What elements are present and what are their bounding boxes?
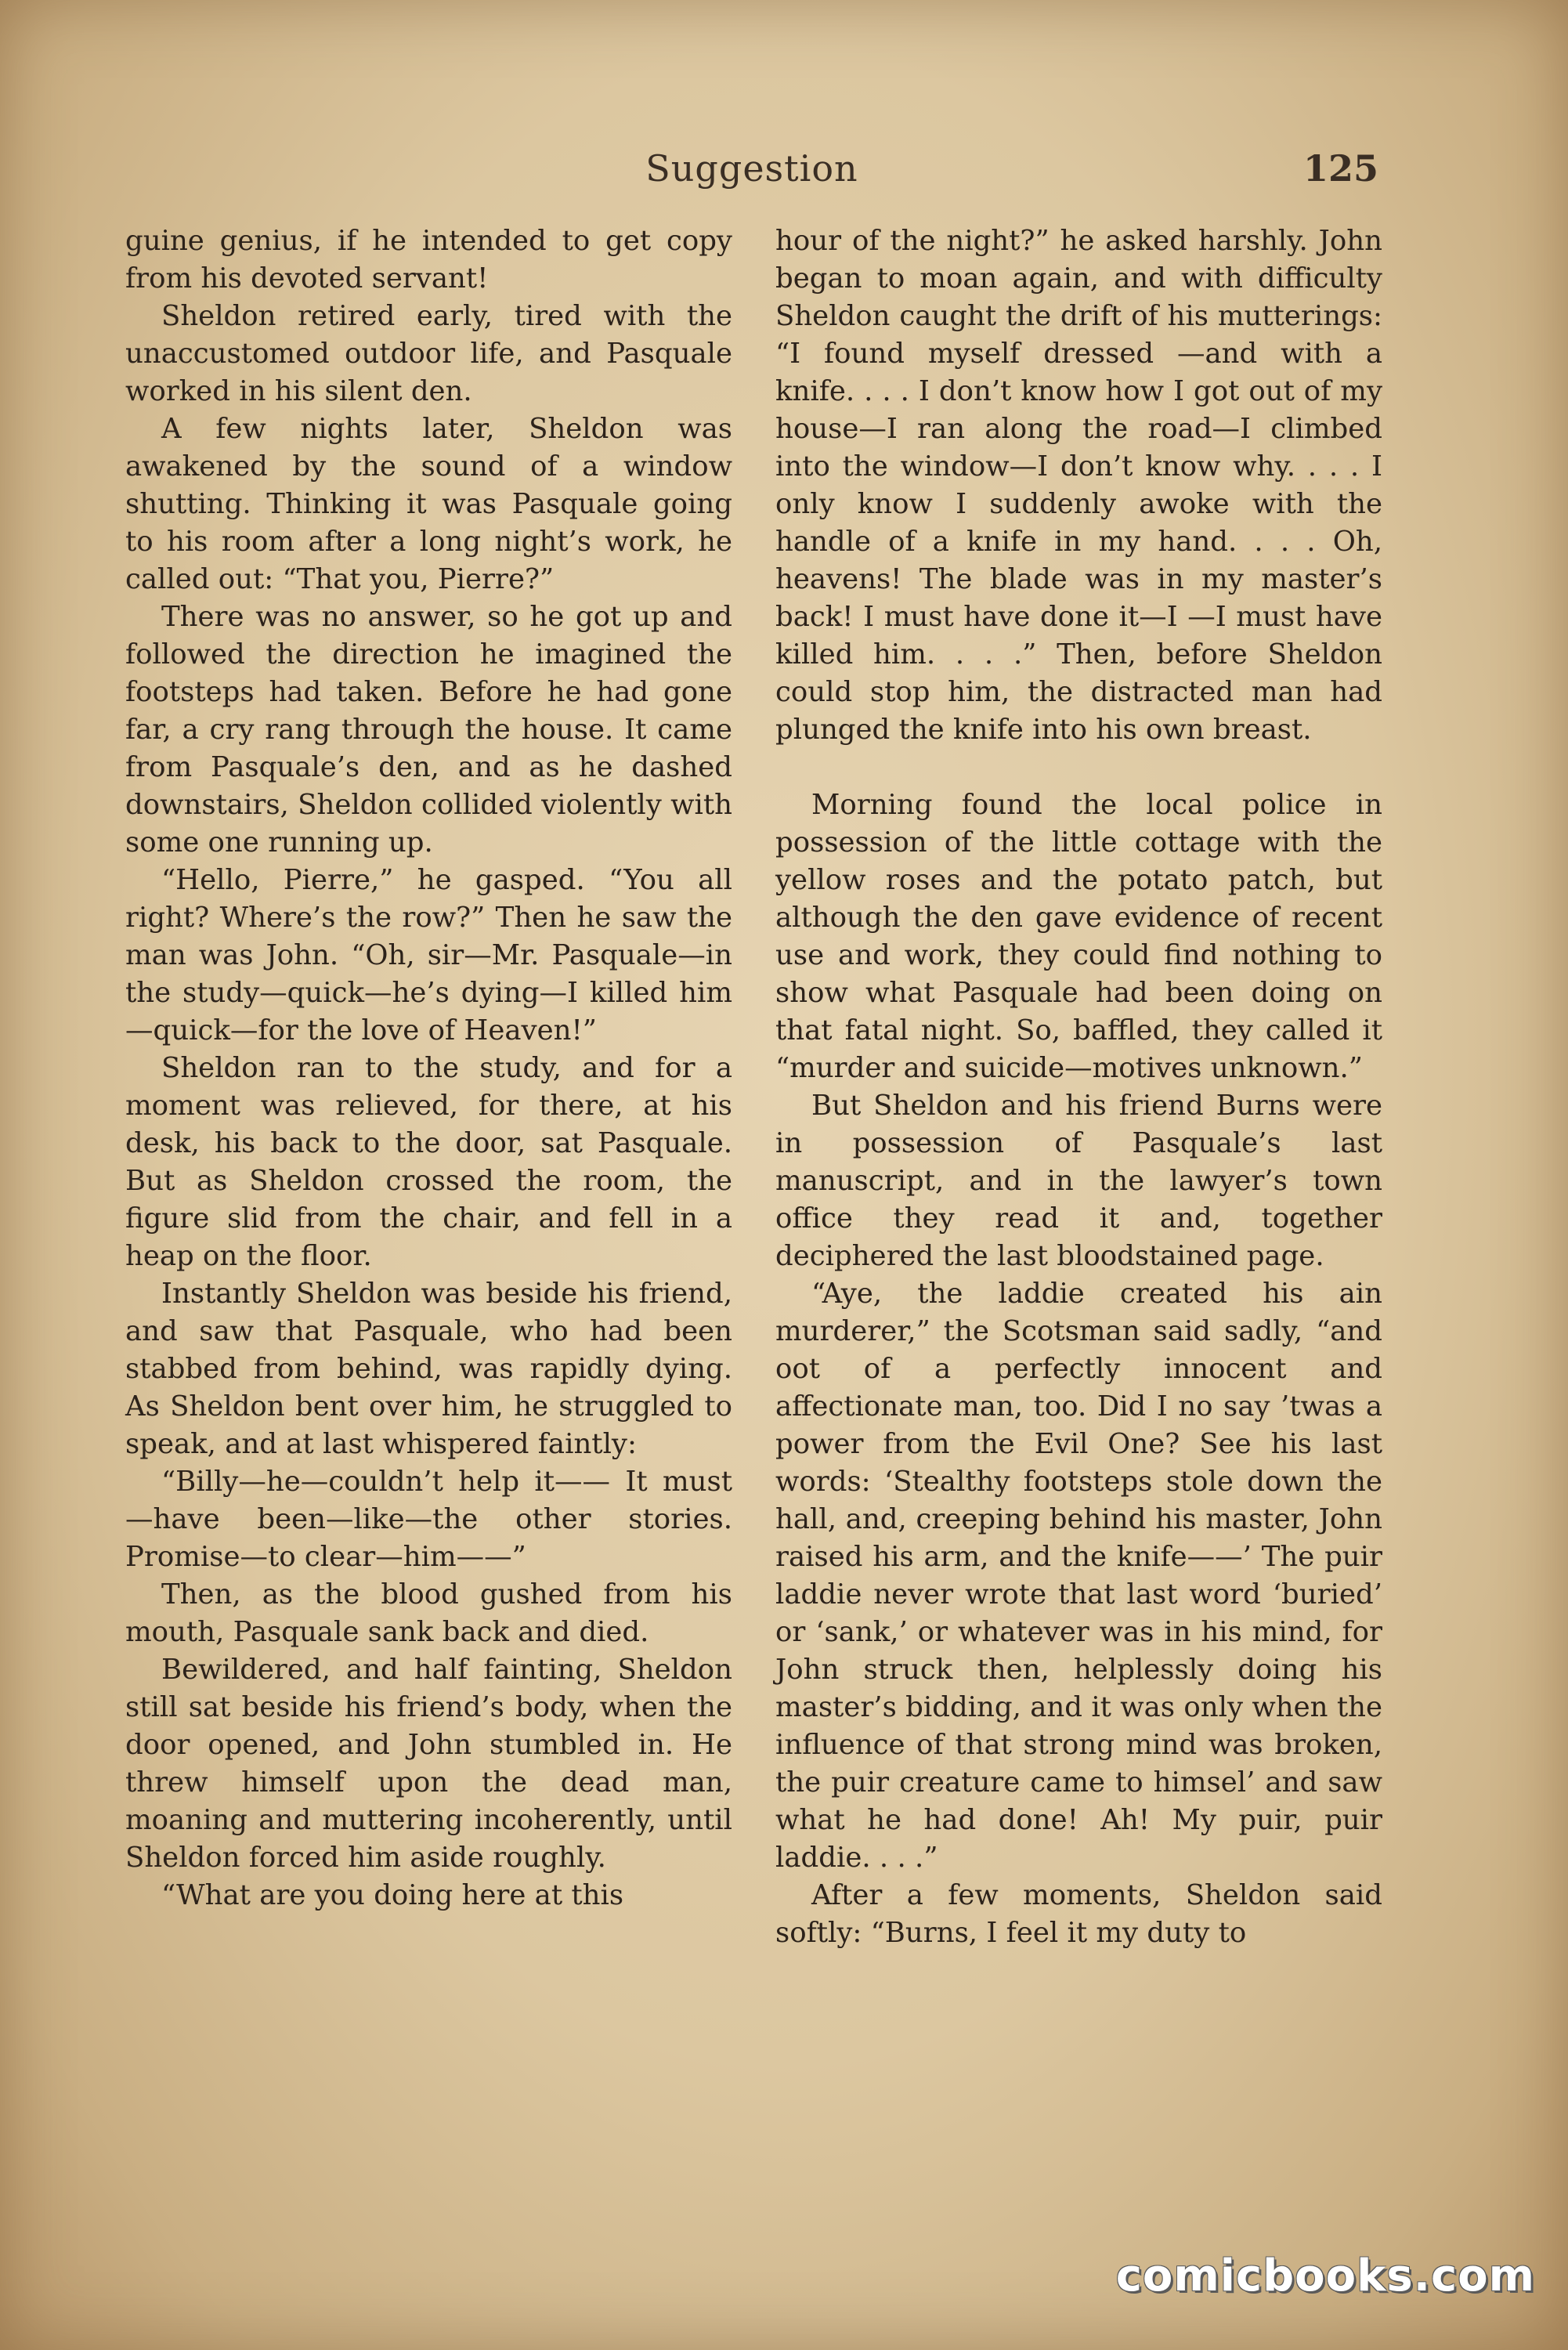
- page-header: [125, 147, 1378, 202]
- paragraph: hour of the night?” he asked harshly. John began to moan again, and with difficulty Sheldon caught the drift of his mutterings: “I found myself dressed —and with a knife. . . . I don’t know how I got out of my house—I ran along the road—I climbed into the window—I don’t know why. . . . I only know I suddenly awoke with the handle of a knife in my hand. . . . Oh, heavens! The blade was in my master’s back! I must have done it—I —I must have killed him. . . .” Then, before Sheldon could stop him, the distracted man had plunged the knife into his own breast.: [775, 225, 1382, 746]
- watermark: comicbooks.com: [1115, 2251, 1535, 2301]
- paragraph: There was no answer, so he got up and followed the direction he imagined the footsteps had taken. Before he had gone far, a cry rang through the house. It came from Pasquale’s den, and as he dashed downstairs, Sheldon collided violently with some one running up.: [125, 601, 732, 859]
- left-column: [125, 222, 732, 1914]
- right-column: [775, 222, 1382, 1952]
- paragraph: A few nights later, Sheldon was awakened by the sound of a window shutting. Thinking it was Pasquale going to his room after a long night’s work, he called out: “That you, Pierre?”: [125, 413, 732, 595]
- page-number: 125: [1302, 147, 1378, 190]
- paragraph: Morning found the local police in possession of the little cottage with the yellow roses and the potato patch, but although the den gave evidence of recent use and work, they could find nothing to show what Pasquale had been doing on that fatal night. So, baffled, they called it “murder and suicide—motives unknown.”: [775, 789, 1382, 1084]
- paragraph: Sheldon ran to the study, and for a moment was relieved, for there, at his desk, his back to the door, sat Pasquale. But as Sheldon crossed the room, the figure slid from the chair, and fell in a heap on the floor.: [125, 1052, 732, 1272]
- paragraph: “Billy—he—couldn’t help it—— It must—have been—like—the other stories. Promise—to clear—him——”: [125, 1466, 732, 1573]
- paragraph: “What are you doing here at this: [161, 1879, 624, 1911]
- paragraph: Bewildered, and half fainting, Sheldon still sat beside his friend’s body, when the door opened, and John stumbled in. He threw himself upon the dead man, moaning and muttering incoherently, until Sheldon forced him aside roughly.: [125, 1654, 732, 1874]
- paragraph: guine genius, if he intended to get copy from his devoted servant!: [125, 225, 732, 295]
- paragraph: “Aye, the laddie created his ain murderer,” the Scotsman said sadly, “and oot of a perfectly innocent and affectionate man, too. Did I no say ’twas a power from the Evil One? See his last words: ‘Stealthy footsteps stole down the hall, and, creeping behind his master, John raised his arm, and the knife——’ The puir laddie never wrote that last word ‘buried’ or ‘sank,’ or whatever was in his mind, for John struck then, helplessly doing his master’s bidding, and it was only when the influence of that strong mind was broken, the puir creature came to himsel’ and saw what he had done! Ah! My puir, puir laddie. . . .”: [775, 1278, 1382, 1874]
- paragraph: Then, as the blood gushed from his mouth, Pasquale sank back and died.: [125, 1578, 732, 1648]
- paragraph: Sheldon retired early, tired with the unaccustomed outdoor life, and Pasquale worked in his silent den.: [125, 300, 732, 407]
- running-title: Suggestion: [645, 147, 858, 190]
- paragraph: “Hello, Pierre,” he gasped. “You all right? Where’s the row?” Then he saw the man was John. “Oh, sir—Mr. Pasquale—in the study—quick—he’s dying—I killed him—quick—for the love of Heaven!”: [125, 864, 732, 1047]
- paragraph: Instantly Sheldon was beside his friend, and saw that Pasquale, who had been stabbed from behind, was rapidly dying. As Sheldon bent over him, he struggled to speak, and at last whispered faintly:: [125, 1278, 732, 1460]
- paragraph: After a few moments, Sheldon said softly: “Burns, I feel it my duty to: [775, 1879, 1382, 1949]
- paragraph: But Sheldon and his friend Burns were in possession of Pasquale’s last manuscript, and in the lawyer’s town office they read it and, together deciphered the last bloodstained page.: [775, 1090, 1382, 1272]
